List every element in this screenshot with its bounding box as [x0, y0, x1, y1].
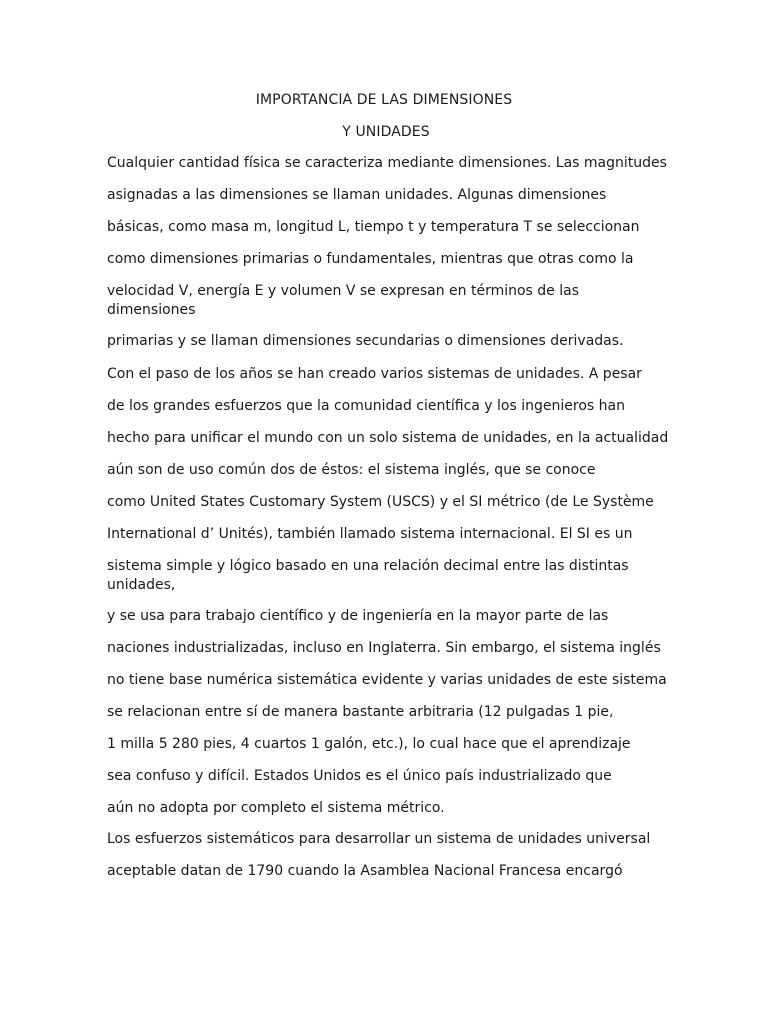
paragraph-line: básicas, como masa m, longitud L, tiempo t y temperatura T se seleccionan	[107, 219, 640, 235]
document-title-line-1: IMPORTANCIA DE LAS DIMENSIONES	[255, 92, 513, 108]
paragraph-line: como United States Customary System (USCS) y el SI métrico (de Le Système	[107, 494, 654, 510]
paragraph-line: Los esfuerzos sistemáticos para desarrollar un sistema de unidades universal	[107, 831, 651, 847]
paragraph-line: y se usa para trabajo científico y de ingeniería en la mayor parte de las	[107, 608, 609, 624]
paragraph-line: no tiene base numérica sistemática evidente y varias unidades de este sistema	[107, 672, 667, 688]
paragraph-line: naciones industrializadas, incluso en Inglaterra. Sin embargo, el sistema inglés	[107, 640, 661, 656]
paragraph-line: aceptable datan de 1790 cuando la Asamblea Nacional Francesa encargó	[107, 863, 623, 879]
paragraph-line: primarias y se llaman dimensiones secundarias o dimensiones derivadas.	[107, 333, 624, 349]
paragraph-line: asignadas a las dimensiones se llaman unidades. Algunas dimensiones	[107, 187, 607, 203]
paragraph-line: Con el paso de los años se han creado varios sistemas de unidades. A pesar	[107, 366, 642, 382]
paragraph-line: de los grandes esfuerzos que la comunidad científica y los ingenieros han	[107, 398, 625, 414]
paragraph-line: dimensiones	[107, 302, 196, 318]
paragraph-line: hecho para unificar el mundo con un solo sistema de unidades, en la actualidad	[107, 430, 669, 446]
paragraph-line: sistema simple y lógico basado en una relación decimal entre las distintas	[107, 558, 629, 574]
paragraph-line: sea confuso y difícil. Estados Unidos es el único país industrializado que	[107, 768, 612, 784]
paragraph-line: International d’ Unités), también llamado sistema internacional. El SI es un	[107, 526, 633, 542]
paragraph-line: velocidad V, energía E y volumen V se expresan en términos de las	[107, 283, 580, 299]
paragraph-line: se relacionan entre sí de manera bastante arbitraria (12 pulgadas 1 pie,	[107, 704, 614, 720]
paragraph-line: como dimensiones primarias o fundamentales, mientras que otras como la	[107, 251, 634, 267]
paragraph-line: aún son de uso común dos de éstos: el sistema inglés, que se conoce	[107, 462, 596, 478]
paragraph-line: 1 milla 5 280 pies, 4 cuartos 1 galón, etc.), lo cual hace que el aprendizaje	[107, 736, 631, 752]
document-title-line-2: Y UNIDADES	[342, 124, 430, 140]
paragraph-line: aún no adopta por completo el sistema métrico.	[107, 800, 445, 816]
paragraph-line: unidades,	[107, 577, 176, 593]
paragraph-line: Cualquier cantidad física se caracteriza mediante dimensiones. Las magnitudes	[107, 155, 667, 171]
